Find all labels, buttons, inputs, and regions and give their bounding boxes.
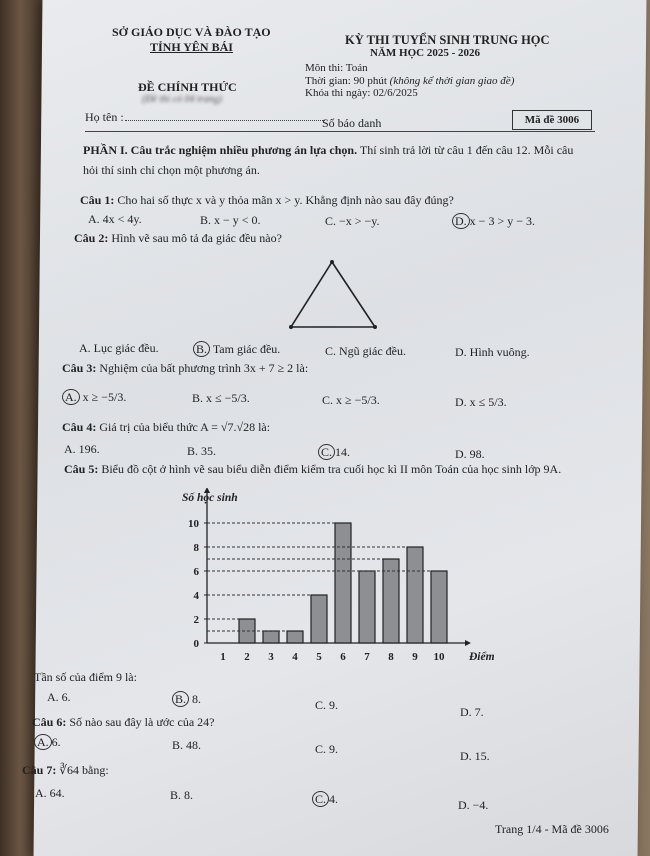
y-axis-label: Số học sinh bbox=[182, 492, 238, 504]
y-tick-label: 10 bbox=[188, 518, 199, 530]
x-tick-label: 1 bbox=[220, 651, 226, 663]
exam-code-box: Mã đề 3006 bbox=[512, 110, 592, 130]
q2-option-c: C. Ngũ giác đều. bbox=[325, 344, 406, 358]
x-tick-label: 3 bbox=[268, 651, 274, 663]
q1-option-a: A. 4x < 4y. bbox=[88, 212, 142, 226]
y-tick-label: 6 bbox=[193, 566, 199, 578]
q3-text: Nghiệm của bất phương trình 3x + 7 ≥ 2 là: bbox=[99, 361, 309, 375]
q5-answer-mark: B. bbox=[172, 691, 189, 707]
q2-answer-mark: B. bbox=[193, 341, 210, 357]
q2-label: Câu 2: bbox=[74, 231, 109, 245]
equilateral-triangle-figure bbox=[285, 256, 380, 332]
q2-line bbox=[74, 231, 282, 245]
dept-line2: TỈNH YÊN BÁI bbox=[150, 40, 233, 54]
q6-option-b: B. 48. bbox=[172, 738, 202, 752]
x-tick-label: 4 bbox=[292, 651, 298, 663]
bar-score-5 bbox=[311, 595, 327, 643]
exam-date: Khóa thi ngày: 02/6/2025 bbox=[305, 87, 418, 99]
time-value: Thời gian: 90 phút bbox=[305, 75, 387, 87]
q6-option-c: C. 9. bbox=[315, 742, 339, 756]
q7-option-a: A. 64. bbox=[35, 786, 65, 800]
x-tick-label: 6 bbox=[340, 651, 346, 663]
q6-line bbox=[32, 715, 214, 729]
q5-option-b-text: 8. bbox=[192, 692, 202, 706]
x-tick-label: 5 bbox=[316, 651, 322, 663]
q5-option-c: C. 9. bbox=[315, 698, 339, 712]
q7-answer-mark: C. bbox=[312, 791, 329, 807]
x-tick-label: 8 bbox=[388, 651, 394, 663]
q3-option-d: D. x ≤ 5/3. bbox=[455, 395, 507, 409]
x-tick-label: 2 bbox=[244, 651, 250, 663]
name-label: Họ tên : bbox=[85, 110, 124, 124]
q4-option-c-text: 14. bbox=[335, 445, 351, 459]
y-tick-label: 4 bbox=[193, 590, 199, 602]
bar-chart bbox=[175, 488, 495, 673]
q1-label: Câu 1: bbox=[80, 193, 115, 207]
q2-text: Hình vẽ sau mô tả đa giác đều nào? bbox=[111, 231, 282, 245]
q1-option-c: C. −x > −y. bbox=[325, 214, 380, 228]
y-tick-label: 2 bbox=[193, 614, 199, 626]
q4-line bbox=[62, 420, 270, 434]
q1-answer-mark: D. bbox=[452, 213, 470, 229]
dept-line1: SỞ GIÁO DỤC VÀ ĐÀO TẠO bbox=[112, 25, 271, 39]
q4-option-c bbox=[318, 445, 350, 459]
q7-label: Câu 7: bbox=[22, 763, 57, 777]
bar-score-6 bbox=[335, 523, 351, 643]
q1-text: Cho hai số thực x và y thỏa mãn x > y. Khẳng định nào sau đây đúng? bbox=[117, 193, 454, 207]
y-tick-label: 0 bbox=[193, 638, 199, 650]
q2-option-b bbox=[193, 342, 280, 356]
q2-option-d: D. Hình vuông. bbox=[455, 345, 530, 359]
bar-score-10 bbox=[431, 571, 447, 643]
q2-option-a: A. Lục giác đều. bbox=[79, 341, 159, 355]
q5-label: Câu 5: bbox=[64, 462, 99, 476]
q1-option-d-text: x − 3 > y − 3. bbox=[469, 214, 535, 228]
exam-year: NĂM HỌC 2025 - 2026 bbox=[370, 47, 480, 59]
part1-heading: PHẦN I. Câu trắc nghiệm nhiều phương án lựa chọn. bbox=[83, 143, 358, 157]
header-divider bbox=[85, 131, 595, 132]
sbd-label: Số báo danh bbox=[322, 116, 382, 130]
q7-option-c-text: 4. bbox=[329, 792, 339, 806]
q5-option-a: A. 6. bbox=[47, 690, 71, 704]
q7-text: ∛64 bằng: bbox=[59, 763, 109, 777]
q3-option-b: B. x ≤ −5/3. bbox=[192, 391, 250, 405]
q6-option-a bbox=[34, 735, 61, 749]
x-tick-label: 10 bbox=[433, 651, 445, 663]
bar-score-7 bbox=[359, 571, 375, 643]
part1-instr1: Thí sinh trả lời từ câu 1 đến câu 12. Mỗi câu bbox=[357, 143, 574, 157]
q4-option-a: A. 196. bbox=[64, 442, 100, 456]
q4-option-b: B. 35. bbox=[187, 444, 217, 458]
q1-line bbox=[80, 193, 454, 207]
q1-option-b: B. x − y < 0. bbox=[200, 213, 261, 227]
q5-text: Biểu đồ cột ở hình vẽ sau biểu diễn điểm kiểm tra cuối học kì II môn Toán của học sinh lớp 9A. bbox=[101, 462, 562, 476]
q6-option-a-text: 6. bbox=[51, 735, 61, 749]
q5-option-d: D. 7. bbox=[460, 705, 484, 719]
q6-label: Câu 6: bbox=[32, 715, 67, 729]
time-note: (không kể thời gian giao đề) bbox=[389, 75, 515, 87]
q7-option-d: D. −4. bbox=[458, 798, 489, 812]
q4-option-d: D. 98. bbox=[455, 447, 485, 461]
bar-score-8 bbox=[383, 559, 399, 643]
q5-line bbox=[64, 462, 561, 476]
subject: Môn thi: Toán bbox=[305, 62, 368, 74]
x-axis-label: Điểm bbox=[469, 651, 495, 663]
q7-line bbox=[22, 763, 109, 777]
x-tick-label: 9 bbox=[412, 651, 418, 663]
q7-option-c bbox=[312, 792, 338, 806]
bar-score-9 bbox=[407, 547, 423, 643]
q2-option-b-text: Tam giác đều. bbox=[212, 342, 281, 356]
q3-label: Câu 3: bbox=[62, 361, 97, 375]
official-label: ĐỀ CHÍNH THỨC bbox=[138, 80, 237, 94]
q3-option-c: C. x ≥ −5/3. bbox=[322, 393, 380, 407]
q6-option-d: D. 15. bbox=[460, 749, 490, 763]
q6-answer-mark: A. bbox=[34, 734, 52, 750]
q4-answer-mark: C. bbox=[318, 444, 335, 460]
q6-text: Số nào sau đây là ước của 24? bbox=[69, 715, 215, 729]
exam-title: KỲ THI TUYỂN SINH TRUNG HỌC bbox=[345, 33, 550, 47]
q1-option-d bbox=[452, 214, 535, 228]
q3-answer-mark: A. bbox=[62, 389, 80, 405]
q3-option-a bbox=[62, 390, 126, 404]
x-tick-label: 7 bbox=[364, 651, 370, 663]
q4-text: Giá trị của biểu thức A = √7.√28 là: bbox=[99, 420, 271, 434]
y-tick-label: 8 bbox=[193, 542, 199, 554]
q3-option-a-text: x ≥ −5/3. bbox=[82, 390, 127, 404]
q3-line bbox=[62, 361, 308, 375]
q5-option-b bbox=[172, 692, 201, 706]
x-axis-arrow bbox=[465, 640, 471, 646]
page-footer: Trang 1/4 - Mã đề 3006 bbox=[495, 822, 609, 836]
bar-score-4 bbox=[287, 631, 303, 643]
part1-line1 bbox=[83, 143, 573, 157]
part1-instr2: hỏi thí sinh chỉ chọn một phương án. bbox=[83, 163, 260, 177]
bar-score-3 bbox=[263, 631, 279, 643]
q5-question: Tần số của điểm 9 là: bbox=[34, 670, 137, 684]
q4-label: Câu 4: bbox=[62, 420, 97, 434]
q7-option-b: B. 8. bbox=[170, 788, 194, 802]
name-field bbox=[125, 108, 325, 121]
official-note: (Đề thi có 04 trang) bbox=[142, 94, 222, 105]
